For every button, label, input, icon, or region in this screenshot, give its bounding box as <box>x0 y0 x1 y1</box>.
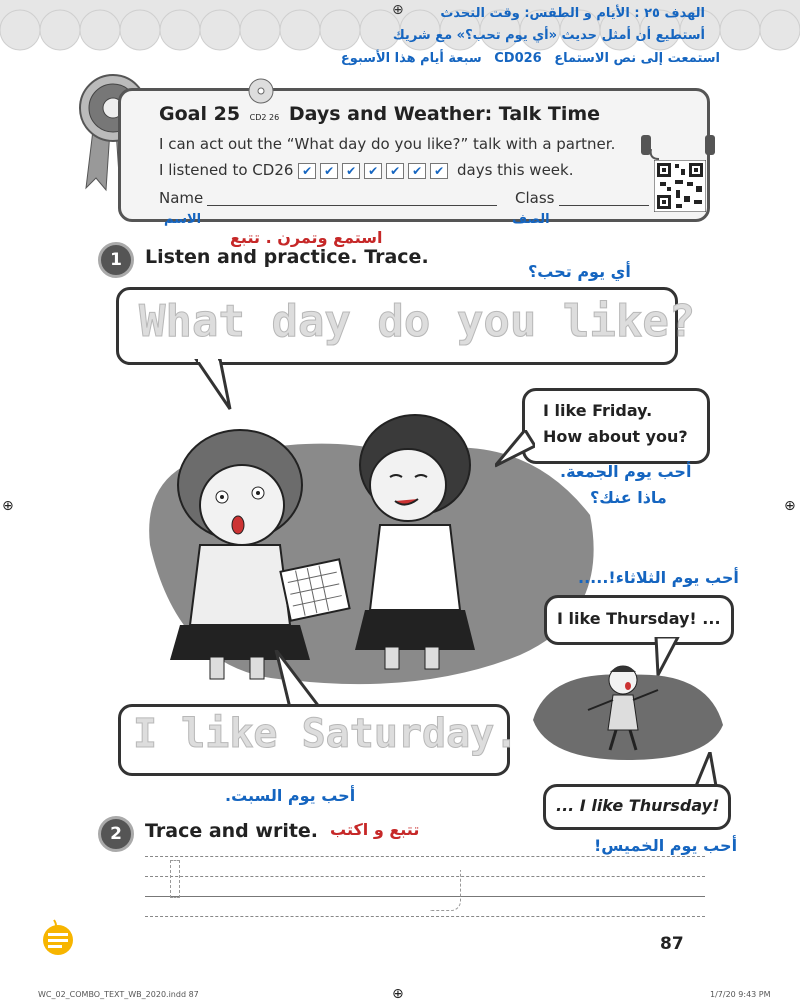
goal-box <box>118 88 710 222</box>
thursday-arabic: أحب يوم الخميس! <box>594 836 738 855</box>
checkbox-6[interactable]: ✔ <box>408 163 426 179</box>
checkbox-3[interactable]: ✔ <box>342 163 360 179</box>
goal-cd-small: CD2 26 <box>249 113 280 122</box>
section1-arabic: استمع وتمرن . تتبع <box>230 228 383 247</box>
friday-line1: I like Friday. <box>543 401 653 420</box>
footer-timestamp: 1/7/20 9:43 PM <box>710 990 771 999</box>
illustration-boy <box>528 650 728 765</box>
registration-mark-bottom: ⊕ <box>392 986 404 1002</box>
trace-text-saturday[interactable]: I like Saturday. <box>133 711 519 757</box>
bubble-tail-saturday <box>270 650 330 710</box>
page-number: 87 <box>660 934 684 954</box>
class-field[interactable] <box>559 205 649 206</box>
name-label: Name <box>159 189 204 207</box>
checkbox-2[interactable]: ✔ <box>320 163 338 179</box>
publisher-logo-icon <box>40 918 76 958</box>
registration-mark-left: ⊕ <box>2 498 14 514</box>
registration-mark-right: ⊕ <box>784 498 796 514</box>
speech-bubble-thursday-1 <box>544 595 734 645</box>
cd-disc-icon <box>247 77 275 105</box>
registration-mark-top: ⊕ <box>392 2 404 18</box>
writing-line-2[interactable] <box>145 876 705 877</box>
qr-code-icon[interactable] <box>654 160 706 212</box>
friday-arabic-2: ماذا عنك؟ <box>590 488 667 507</box>
question-arabic: أي يوم تحب؟ <box>528 262 631 281</box>
goal-title-row <box>159 103 600 125</box>
section2-number: 2 <box>98 816 134 852</box>
class-arabic: الصف <box>512 212 550 227</box>
checkbox-7[interactable]: ✔ <box>430 163 448 179</box>
name-arabic: الاسم <box>164 212 202 227</box>
checkbox-5[interactable]: ✔ <box>386 163 404 179</box>
tuesday-arabic: أحب يوم الثلاثاء!..... <box>578 568 739 587</box>
checkbox-4[interactable]: ✔ <box>364 163 382 179</box>
writing-line-4[interactable] <box>145 916 705 917</box>
speech-bubble-question <box>116 287 696 365</box>
bubble-tail-thursday-2 <box>690 752 720 788</box>
goal-label: Goal 25 <box>159 103 241 125</box>
name-field[interactable] <box>207 205 497 206</box>
goal-line1: I can act out the “What day do you like?” talk with a partner. <box>159 135 616 153</box>
checkbox-1[interactable]: ✔ <box>298 163 316 179</box>
trace-letter-stroke-2 <box>430 870 461 911</box>
section1-title: Listen and practice. Trace. <box>145 246 429 268</box>
header-arabic-line1: الهدف ٢٥ : الأيام و الطقس: وقت التحدث <box>440 6 705 21</box>
saturday-arabic: أحب يوم السبت. <box>225 786 356 805</box>
section1-number: 1 <box>98 242 134 278</box>
friday-arabic-1: أحب يوم الجمعة. <box>560 462 692 481</box>
headphones-icon <box>639 129 719 161</box>
header-arabic-line2: أستطيع أن أمثل حديث «أي يوم تحب؟» مع شريك <box>392 28 705 43</box>
trace-letter-stroke-1 <box>170 860 180 898</box>
goal-title: Days and Weather: Talk Time <box>288 103 601 125</box>
speech-bubble-saturday <box>118 704 519 776</box>
speech-bubble-friday <box>522 388 710 464</box>
header-arabic-line3: استمعت إلى نص الاستماع CD026 سبعة أيام هذا الأسبوع <box>340 51 720 66</box>
goal-line2: I listened to CD26 ✔ ✔ ✔ ✔ ✔ ✔ ✔ days this week. <box>159 161 574 179</box>
speech-bubble-thursday-2 <box>543 784 731 830</box>
writing-line-3[interactable] <box>145 896 705 897</box>
friday-line2: How about you? <box>543 427 688 446</box>
trace-text-question[interactable]: What day do you like? <box>139 296 696 347</box>
section2-arabic: تتبع و اكتب <box>330 820 420 839</box>
cd-code: CD026 <box>494 51 542 66</box>
thursday-line-2: ... I like Thursday! <box>556 796 720 815</box>
writing-line-1[interactable] <box>145 856 705 857</box>
section2-title: Trace and write. <box>145 820 319 842</box>
footer-file-name: WC_02_COMBO_TEXT_WB_2020.indd 87 <box>38 990 199 999</box>
class-label: Class <box>515 189 555 207</box>
bubble-tail-friday <box>495 430 535 470</box>
thursday-line-1: I like Thursday! ... <box>557 609 721 628</box>
